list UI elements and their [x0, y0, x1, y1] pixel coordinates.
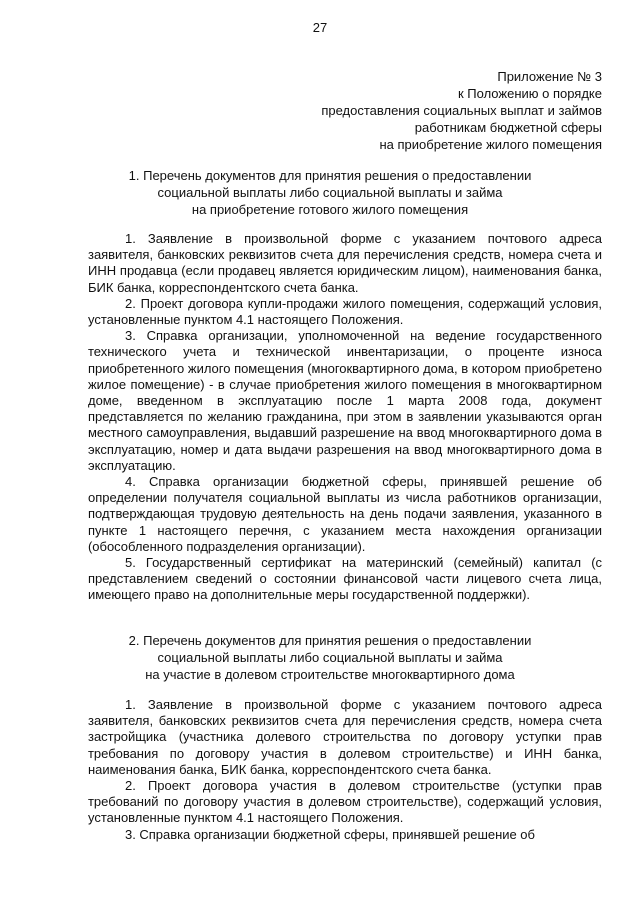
- heading-line: 2. Перечень документов для принятия решения о предоставлении: [128, 633, 532, 648]
- appendix-line: работникам бюджетной сферы: [414, 120, 602, 135]
- appendix-line: Приложение № 3: [497, 69, 602, 84]
- appendix-line: к Положению о порядке: [457, 86, 602, 101]
- appendix-line: на приобретение жилого помещения: [379, 137, 602, 152]
- section-1-items: [88, 231, 602, 604]
- section-2-items: [88, 697, 602, 843]
- appendix-header: [242, 68, 602, 153]
- heading-line: социальной выплаты либо социальной выплаты и займа: [157, 650, 503, 665]
- list-item: 4. Справка организации бюджетной сферы, принявшей решение об определении получателя социальной выплаты из числа работников организации, подтверждающая трудовую деятельность на день подачи заявления, указанного в пункте 1 настоящего перечня, с указанием места нахождения организации (обособленного подразделения организации).: [88, 474, 602, 554]
- list-item: 5. Государственный сертификат на материнский (семейный) капитал (с представлением сведений о состоянии финансовой части лицевого счета лица, имеющего право на дополнительные меры государственной поддержки).: [88, 555, 602, 603]
- list-item: 1. Заявление в произвольной форме с указанием почтового адреса заявителя, банковских реквизитов счета для перечисления средств, номера счета и ИНН продавца (если продавец является юридическим лицом), наименования банка, БИК банка, корреспондентского счета банка.: [88, 231, 602, 295]
- list-item: 3. Справка организации бюджетной сферы, принявшей решение об: [125, 826, 535, 842]
- list-item: 1. Заявление в произвольной форме с указанием почтового адреса заявителя, банковских реквизитов счета для перечисления средств, номера счета застройщика (участника долевого строительства по договору уступки прав требования по договору участия в долевом строительстве) и ИНН банка, наименования банка, БИК банка, корреспондентского счета банка.: [88, 697, 602, 777]
- heading-line: 1. Перечень документов для принятия решения о предоставлении: [128, 168, 532, 183]
- section-1-heading: [70, 167, 590, 218]
- heading-line: социальной выплаты либо социальной выплаты и займа: [157, 185, 503, 200]
- list-item: 2. Проект договора купли-продажи жилого помещения, содержащий условия, установленные пунктом 4.1 настоящего Положения.: [88, 295, 602, 328]
- heading-line: на приобретение готового жилого помещения: [191, 202, 469, 217]
- appendix-line: предоставления социальных выплат и займов: [321, 103, 602, 118]
- list-item: 3. Справка организации, уполномоченной на ведение государственного технического учета и технической инвентаризации, о проценте износа приобретенного жилого помещения (многоквартирного дома, в котором приобретено жилое помещение) - в случае приобретения жилого помещения в многоквартирном доме, введенном в эксплуатацию после 1 марта 2008 года, документ представляется по желанию гражданина, при этом в заявлении указываются орган местного самоуправления, выдавший разрешение на ввод многоквартирного дома в эксплуатацию, номер и дата выдачи разрешения на ввод многоквартирного дома в эксплуатацию.: [88, 328, 602, 473]
- page-number: 27: [312, 20, 328, 35]
- list-item: 2. Проект договора участия в долевом строительстве (уступки прав требований по договору участия в долевом строительстве), содержащий условия, установленные пунктом 4.1 настоящего Положения.: [88, 778, 602, 826]
- heading-line: на участие в долевом строительстве многоквартирного дома: [145, 667, 515, 682]
- section-2-heading: [70, 632, 590, 683]
